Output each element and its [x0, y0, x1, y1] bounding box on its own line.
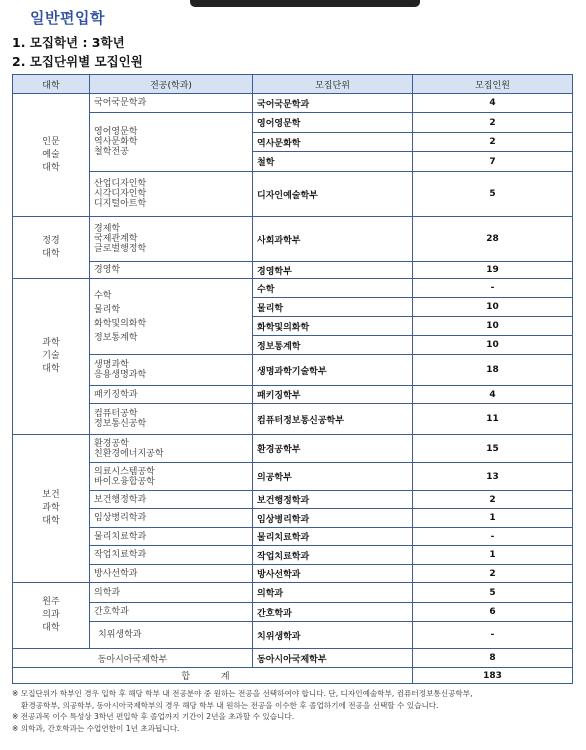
- major-cell: 패키징학과: [90, 386, 253, 404]
- count-cell: 13: [413, 463, 573, 491]
- count-cell: 1: [413, 509, 573, 528]
- table-header-row: [13, 75, 573, 94]
- unit-cell: 임상병리학과: [253, 509, 413, 528]
- header-major: 전공(학과): [90, 75, 253, 94]
- major-cell: 간호학과: [90, 603, 253, 622]
- header-college: 대학: [13, 75, 90, 94]
- count-cell: 2: [413, 113, 573, 133]
- major-cell: 동아시아국제학부: [13, 649, 253, 668]
- college-political: 정경 대학: [13, 217, 90, 279]
- major-cell: 생명과학 응용생명과학: [90, 355, 253, 386]
- unit-cell: 의공학부: [253, 463, 413, 491]
- table-row: [13, 435, 573, 463]
- footnote: 환경공학부, 의공학부, 동아시아국제학부의 경우 해당 학부 내 원하는 전공을 이수한 후 졸업하기에 전공을 선택할 수 있습니다.: [21, 700, 439, 710]
- count-cell: 10: [413, 336, 573, 355]
- college-health: 보건 과학 대학: [13, 435, 90, 583]
- college-wonju: 원주 의과 대학: [13, 583, 90, 649]
- count-cell: 2: [413, 491, 573, 509]
- unit-cell: 작업치료학과: [253, 546, 413, 565]
- major-cell: 산업디자인학 시각디자인학 디지털아트학: [90, 172, 253, 217]
- count-cell: 10: [413, 317, 573, 336]
- admission-table: [12, 74, 573, 684]
- unit-cell: 정보통계학: [253, 336, 413, 355]
- table-row: [13, 217, 573, 262]
- table-row: [13, 491, 573, 509]
- count-cell: -: [413, 528, 573, 546]
- unit-cell: 생명과학기술학부: [253, 355, 413, 386]
- count-cell: 1: [413, 546, 573, 565]
- major-cell: 국어국문학과: [90, 94, 253, 113]
- major-cell: 경영학: [90, 262, 253, 279]
- table-row: [13, 355, 573, 386]
- unit-cell: 철학: [253, 152, 413, 172]
- count-cell: 2: [413, 133, 573, 152]
- unit-cell: 디자인예술학부: [253, 172, 413, 217]
- major-cell: 물리치료학과: [90, 528, 253, 546]
- table-row: [13, 649, 573, 668]
- table-row: [13, 404, 573, 435]
- major-cell: 의학과: [90, 583, 253, 603]
- header-count: 모집인원: [413, 75, 573, 94]
- count-cell: 5: [413, 583, 573, 603]
- table-row: [13, 262, 573, 279]
- window-top-bar: [190, 0, 420, 7]
- count-cell: -: [413, 279, 573, 298]
- unit-cell: 국어국문학과: [253, 94, 413, 113]
- unit-cell: 물리학: [253, 298, 413, 317]
- table-row: [13, 386, 573, 404]
- table-row: [13, 94, 573, 113]
- table-row: [13, 509, 573, 528]
- total-label: 합 계: [13, 668, 413, 684]
- major-cell: 환경공학 친환경에너지공학: [90, 435, 253, 463]
- unit-cell: 영어영문학: [253, 113, 413, 133]
- unit-cell: 사회과학부: [253, 217, 413, 262]
- unit-cell: 보건행정학과: [253, 491, 413, 509]
- unit-cell: 치위생학과: [253, 622, 413, 649]
- major-cell: 치위생학과: [90, 622, 253, 649]
- count-cell: 6: [413, 603, 573, 622]
- count-cell: 7: [413, 152, 573, 172]
- count-cell: 19: [413, 262, 573, 279]
- count-cell: 4: [413, 386, 573, 404]
- count-cell: 2: [413, 565, 573, 583]
- footnote: ※ 의학과, 간호학과는 수업연한이 1년 초과됩니다.: [12, 723, 180, 733]
- major-cell: 의료시스템공학 바이오융합공학: [90, 463, 253, 491]
- table-row: [13, 113, 573, 133]
- footnote: ※ 모집단위가 학부인 경우 입학 후 해당 학부 내 전공분야 중 원하는 전공을 선택하여야 합니다. 단, 디자인예술학부, 컴퓨터정보통신공학부,: [12, 689, 473, 698]
- page-title: 일반편입학: [30, 9, 105, 27]
- total-count: 183: [413, 668, 573, 684]
- table-row: [13, 279, 573, 298]
- table-row: [13, 528, 573, 546]
- footnote: ※ 전공과목 이수 특성상 3학년 편입학 후 졸업까지 기간이 2년을 초과할 수 있습니다.: [12, 712, 295, 721]
- unit-cell: 의학과: [253, 583, 413, 603]
- table-row: [13, 546, 573, 565]
- count-cell: 15: [413, 435, 573, 463]
- unit-cell: 수학: [253, 279, 413, 298]
- count-cell: 5: [413, 172, 573, 217]
- footnotes: [12, 688, 578, 734]
- header-unit: 모집단위: [253, 75, 413, 94]
- count-cell: 10: [413, 298, 573, 317]
- major-cell: 임상병리학과: [90, 509, 253, 528]
- major-cell: 방사선학과: [90, 565, 253, 583]
- unit-cell: 컴퓨터정보통신공학부: [253, 404, 413, 435]
- major-cell: 영어영문학 역사문화학 철학전공: [90, 113, 253, 172]
- count-cell: 18: [413, 355, 573, 386]
- table-row: [13, 622, 573, 649]
- major-cell: 컴퓨터공학 정보통신공학: [90, 404, 253, 435]
- unit-cell: 간호학과: [253, 603, 413, 622]
- table-row: [13, 172, 573, 217]
- count-cell: -: [413, 622, 573, 649]
- unit-cell: 경영학부: [253, 262, 413, 279]
- unit-cell: 화학및의화학: [253, 317, 413, 336]
- unit-cell: 패키징학부: [253, 386, 413, 404]
- total-row: [13, 668, 573, 684]
- college-humanities: 인문 예술 대학: [13, 94, 90, 217]
- major-cell: 경제학 국제관계학 글로벌행정학: [90, 217, 253, 262]
- count-cell: 28: [413, 217, 573, 262]
- table-row: [13, 463, 573, 491]
- count-cell: 8: [413, 649, 573, 668]
- major-cell: 작업치료학과: [90, 546, 253, 565]
- count-cell: 4: [413, 94, 573, 113]
- section-heading-quota: 2. 모집단위별 모집인원: [12, 54, 143, 69]
- unit-cell: 물리치료학과: [253, 528, 413, 546]
- unit-cell: 방사선학과: [253, 565, 413, 583]
- unit-cell: 역사문화학: [253, 133, 413, 152]
- table-row: [13, 565, 573, 583]
- table-row: [13, 583, 573, 603]
- section-heading-grade: 1. 모집학년 : 3학년: [12, 35, 125, 50]
- unit-cell: 환경공학부: [253, 435, 413, 463]
- table-row: [13, 603, 573, 622]
- unit-cell: 동아시아국제학부: [253, 649, 413, 668]
- major-cell: 보건행정학과: [90, 491, 253, 509]
- count-cell: 11: [413, 404, 573, 435]
- major-cell: 수학 물리학 화학및의화학 정보통계학: [90, 279, 253, 355]
- college-science: 과학 기술 대학: [13, 279, 90, 435]
